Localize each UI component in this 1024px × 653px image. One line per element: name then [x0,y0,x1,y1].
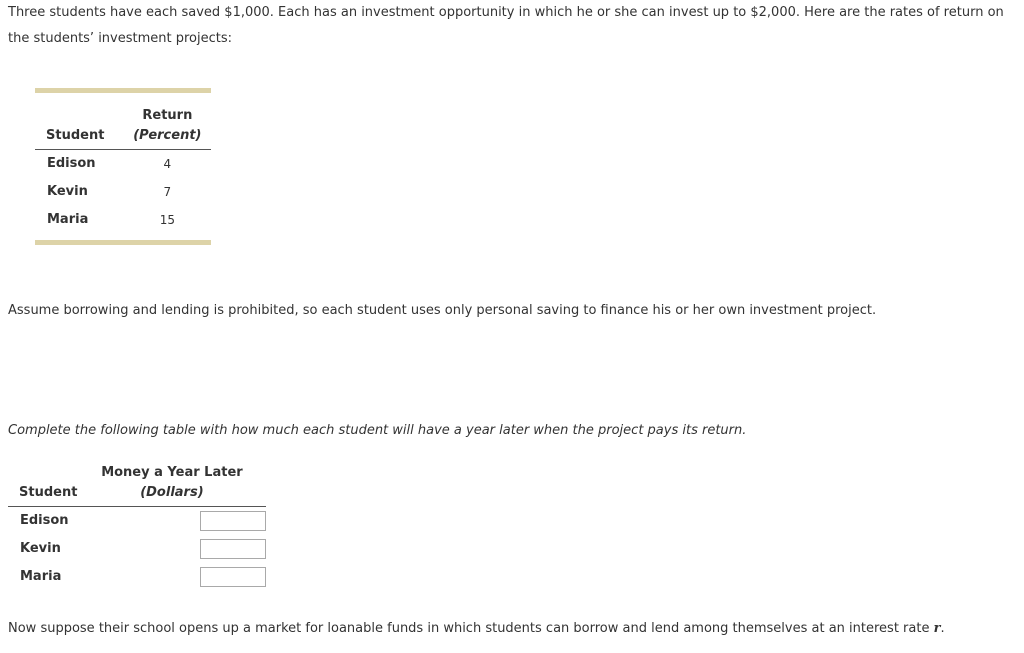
dollars-unit-header: (Dollars) [77,480,266,506]
student-name: Kevin [20,541,61,556]
percent-unit-header: (Percent) [124,123,211,149]
table-bottom-rule [35,240,211,245]
intro-paragraph: Three students have each saved $1,000. Each has an investment opportunity in which he or she can invest up to $2,000. Here are the rates of return on the students’ investment projects: [8,5,1004,46]
rates-table [35,88,211,245]
return-value: 4 [163,156,172,171]
kevin-answer-input[interactable] [200,539,266,559]
money-grid [8,458,266,591]
return-value: 15 [159,212,175,227]
table-top-rule [35,88,211,93]
maria-answer-input[interactable] [200,567,266,587]
assumption-paragraph: Assume borrowing and lending is prohibited, so each student uses only personal saving to finance his or her own investment project. [8,303,877,318]
student-name: Maria [47,212,89,227]
student-name: Edison [20,513,69,528]
table-row [8,563,266,591]
student-name: Kevin [47,184,88,199]
money-table [8,458,258,591]
table-row [35,149,211,178]
student-header: Student [8,480,77,506]
money-header: Money a Year Later [101,465,243,480]
table-row [35,178,211,206]
market-paragraph [8,616,1018,642]
market-end: . [940,621,945,636]
instruction-paragraph: Complete the following table with how much each student will have a year later when the project pays its return. [8,423,747,438]
market-text: Now suppose their school opens up a market for loanable funds in which students can borrow and lend among themselves at an interest rate [8,621,930,636]
table-row [35,206,211,234]
return-header: Return [142,108,193,123]
edison-answer-input[interactable] [200,511,266,531]
student-name: Edison [47,156,96,171]
rates-grid [35,101,211,234]
student-name: Maria [20,569,62,584]
interest-rate-symbol: r [933,621,941,636]
table-row [8,535,266,563]
return-value: 7 [163,184,172,199]
table-row [8,506,266,535]
student-header: Student [35,123,124,149]
